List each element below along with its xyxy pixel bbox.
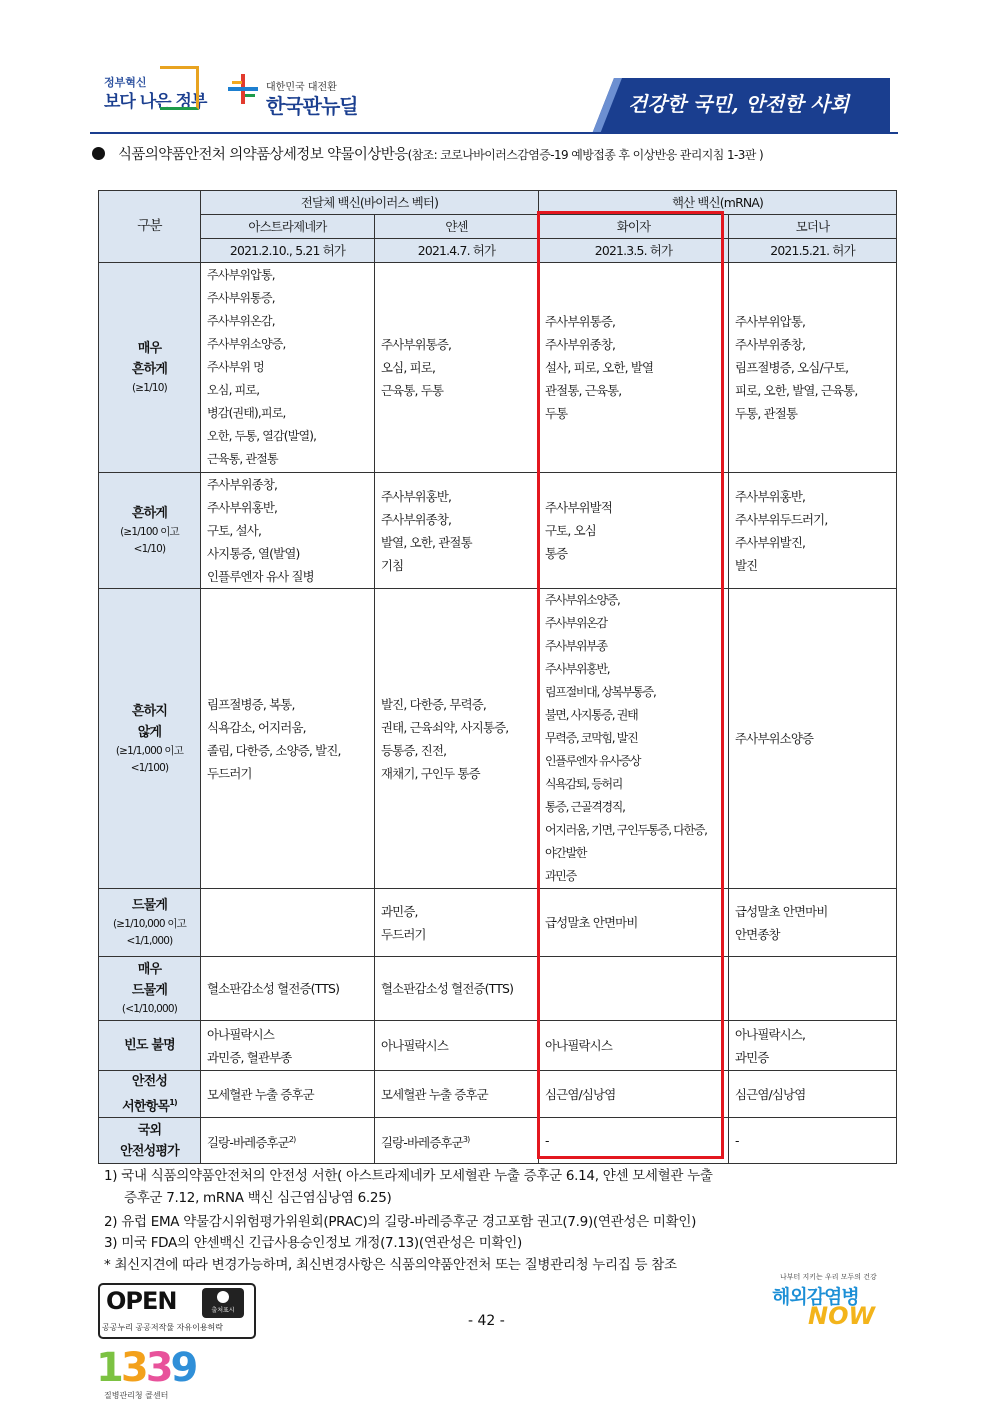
attribution-icon: 출처표시 (202, 1288, 244, 1318)
row-frequency: (≥1/10) (132, 382, 167, 394)
header-vaccine-astrazeneca: 아스트라제네카 (201, 215, 375, 239)
cell-line: 설사, 피로, 오한, 발열 (545, 360, 654, 375)
table-row (99, 957, 897, 1021)
row-label: 안전성평가 (120, 1143, 179, 1159)
header-vaccine-moderna: 모더나 (729, 215, 897, 239)
cell-line: 두통 (545, 406, 568, 421)
cell-janssen (375, 263, 539, 473)
pfizer-highlight-box (537, 211, 724, 1159)
row-header (99, 889, 201, 957)
cell-line: 림프절비대, 상복부통증, (545, 685, 656, 699)
cell-line: 아나필락시스 (545, 1038, 613, 1053)
cell-astrazeneca (201, 1021, 375, 1071)
header-vector-group: 전달체 백신(바이러스 벡터) (201, 191, 539, 215)
table-row (99, 473, 897, 589)
cell-moderna (729, 263, 897, 473)
cell-line: 아나필락시스 (381, 1038, 449, 1053)
cell-line: 급성말초 안면마비 (545, 915, 638, 930)
cell-moderna (729, 1021, 897, 1071)
cell-astrazeneca (201, 589, 375, 889)
cell-moderna (729, 889, 897, 957)
cell-astrazeneca (201, 1071, 375, 1118)
footnote-ref: 3) (462, 1134, 470, 1144)
cell-line: 과민증 (545, 869, 576, 883)
header-divider (90, 132, 898, 134)
row-label: 국외 (137, 1122, 162, 1138)
cell-janssen (375, 957, 539, 1021)
callcenter-number: 1339 (96, 1345, 196, 1391)
callcenter-label: 질병관리청 콜센터 (104, 1391, 169, 1400)
cell-line: 림프절병증, 복통, (207, 696, 295, 712)
cell-line: 구토, 오심 (545, 523, 596, 538)
row-label: 매우 (137, 962, 162, 977)
row-header (99, 263, 201, 473)
cell-line: 무력증, 코막힘, 발진 (545, 731, 638, 745)
page-number: - 42 - (468, 1313, 505, 1329)
cell-line: 야간발한 (545, 846, 587, 860)
cell-line: 아나필락시스 (207, 1026, 275, 1042)
open-license-label: OPEN (106, 1287, 177, 1315)
cell-line: 길랑-바레증후군 (381, 1134, 463, 1150)
cell-line: 길랑-바레증후군 (207, 1134, 289, 1150)
table-row (99, 889, 897, 957)
cell-line: 주사부위홍반, (381, 488, 452, 504)
cell-line: 구토, 설사, (207, 523, 262, 538)
cell-moderna (729, 473, 897, 589)
row-label: 빈도 불명 (124, 1038, 175, 1053)
row-frequency: <1/100) (130, 761, 169, 774)
cell-line: 등통증, 진전, (381, 742, 447, 758)
cell-line: 주사부위통증, (545, 314, 616, 329)
cell-janssen (375, 473, 539, 589)
cell-line: 식욕감소, 어지러움, (207, 719, 306, 735)
row-label: 안전성 (131, 1074, 168, 1089)
cell-line: 발진, 다한증, 무력증, (381, 696, 487, 712)
cell-line: 과민증 (735, 1049, 769, 1065)
cell-line: 오한, 두통, 열감(발열), (207, 429, 317, 443)
cell-moderna (729, 1071, 897, 1118)
footnote-1-line1: 1) 국내 식품의약품안전처의 안전성 서한( 아스트라제네카 모세혈관 누출 증후군 6.14, 얀센 모세혈관 누출 (104, 1168, 713, 1184)
cell-moderna (729, 589, 897, 889)
newdeal-logo: 한국판뉴딜 (266, 94, 358, 118)
cell-astrazeneca (201, 957, 375, 1021)
footnote-ref: 2) (288, 1134, 296, 1144)
cell-line: 주사부위소양증, (545, 593, 620, 607)
row-header (99, 1118, 201, 1164)
table-row (99, 1021, 897, 1071)
cell-janssen (375, 889, 539, 957)
open-license-sub: 공공누리 공공저작물 자유이용허락 (102, 1323, 224, 1332)
cell-janssen (375, 1021, 539, 1071)
header-approval-astrazeneca: 2021.2.10., 5.21 허가 (201, 239, 375, 263)
cell-line: - (735, 1133, 739, 1149)
cell-line: 졸림, 다한증, 소양증, 발진, (207, 742, 341, 758)
gov-innovation-logo: 보다 나은 정부 (104, 92, 207, 112)
row-label-footnote-ref: 1) (169, 1098, 177, 1107)
cell-line: 아나필락시스, (735, 1026, 806, 1042)
cell-line: 주사부위두드러기, (735, 511, 828, 527)
row-label: 매우 (137, 341, 162, 356)
cell-line: 식욕감퇴, 등허리 (545, 777, 623, 791)
cell-astrazeneca (201, 263, 375, 473)
table-row (99, 263, 897, 473)
cell-line-wrap (381, 1128, 532, 1154)
cell-line: 기침 (381, 557, 404, 573)
cell-line: 두통, 관절통 (735, 406, 798, 421)
cell-line: 과민증, 혈관부종 (207, 1049, 292, 1065)
cell-line: 주사부위홍반, (545, 662, 610, 676)
cell-line: 주사부위발진, (735, 534, 806, 550)
cell-moderna (729, 957, 897, 1021)
row-label: 흔하게 (131, 506, 168, 521)
row-label: 흔하게 (131, 362, 168, 377)
row-frequency: (≥1/100 이고 (120, 526, 179, 538)
cell-line: 모세혈관 누출 증후군 (381, 1086, 488, 1102)
header-approval-moderna: 2021.5.21. 허가 (729, 239, 897, 263)
table-row (99, 1071, 897, 1118)
cell-line: 사지통증, 열(발열) (207, 546, 300, 561)
now-tagline: 나부터 지키는 우리 모두의 건강 (780, 1273, 877, 1281)
row-label: 않게 (137, 724, 162, 740)
cell-line: 주사부위종창, (207, 477, 278, 492)
cell-line: 주사부위소양증, (207, 337, 286, 351)
header-vaccine-pfizer: 화이자 (539, 215, 729, 239)
cell-line: 주사부위종창, (735, 337, 806, 352)
footnote-1-line2: 증후군 7.12, mRNA 백신 심근염심낭염 6.25) (124, 1190, 392, 1206)
cell-astrazeneca (201, 473, 375, 589)
row-label: 드물게 (131, 983, 168, 998)
cell-line: - (545, 1133, 549, 1149)
page-title: 식품의약품안전처 의약품상세정보 약물이상반응(참조: 코로나바이러스감염증-19 예방접종 후 이상반응 관리지침 1-3판 ) (118, 147, 764, 163)
row-label: 드물게 (131, 898, 168, 913)
row-label: 서한항목 (122, 1099, 170, 1115)
cell-line: 피로, 오한, 발열, 근육통, (735, 383, 858, 398)
cell-janssen (375, 589, 539, 889)
cell-line: 병감(권태),피로, (207, 406, 286, 420)
footnote-note: * 최신지견에 따라 변경가능하며, 최신변경사항은 식품의약품안전처 또는 질병관리청 누리집 등 참조 (104, 1257, 677, 1273)
cell-line: 인플루엔자 유사 질병 (207, 569, 314, 584)
row-frequency: (≥1/10,000 이고 (112, 918, 187, 930)
cell-line: 급성말초 안면마비 (735, 903, 828, 919)
row-header (99, 473, 201, 589)
cell-line: 불면, 사지통증, 권태 (545, 708, 638, 722)
cell-line: 림프절병증, 오심/구토, (735, 360, 849, 375)
row-frequency: <1/1,000) (126, 935, 173, 947)
cell-line: 재채기, 구인두 통증 (381, 765, 480, 781)
cell-line: 어지러움, 기면, 구인두통증, 다한증, (545, 823, 707, 837)
cell-janssen (375, 1118, 539, 1164)
cell-line: 관절통, 근육통, (545, 383, 622, 398)
cell-line: 주사부위압통, (207, 268, 275, 282)
cell-astrazeneca (201, 1118, 375, 1164)
cell-line: 오심, 피로, (207, 383, 260, 397)
cell-line: 주사부위통증, (381, 337, 452, 352)
cell-astrazeneca (201, 889, 375, 957)
row-header (99, 589, 201, 889)
table-row (99, 589, 897, 889)
footnote-2: 2) 유럽 EMA 약물감시위험평가위원회(PRAC)의 길랑-바레증후군 경고포함 권고(7.9)(연관성은 미확인) (104, 1214, 697, 1230)
cell-line: 심근염/심낭염 (545, 1086, 616, 1102)
cell-moderna (729, 1118, 897, 1164)
cell-line: 주사부위홍반, (735, 488, 806, 504)
cell-line: 주사부위통증, (207, 291, 275, 305)
cell-line: 발진 (735, 557, 758, 573)
cell-line: 주사부위온감 (545, 616, 607, 630)
header-vaccine-janssen: 얀센 (375, 215, 539, 239)
cell-line: 주사부위 멍 (207, 360, 264, 374)
newdeal-star-icon (226, 72, 260, 106)
header-approval-janssen: 2021.4.7. 허가 (375, 239, 539, 263)
row-header (99, 1021, 201, 1071)
header-mrna-group: 핵산 백신(mRNA) (539, 191, 897, 215)
cell-line: 통증, 근골격경직, (545, 800, 625, 814)
row-frequency: (≥1/1,000 이고 (115, 744, 184, 757)
cell-line: 주사부위소양증 (735, 731, 814, 746)
cell-line: 모세혈관 누출 증후군 (207, 1086, 314, 1102)
cell-line: 근육통, 관절통 (207, 452, 278, 466)
cell-line-wrap (207, 1128, 368, 1154)
row-header (99, 957, 201, 1021)
newdeal-tagline: 대한민국 대전환 (266, 82, 337, 93)
table-row (99, 1118, 897, 1164)
cell-line: 통증 (545, 546, 568, 561)
overseas-infection-logo: 해외감염병 (772, 1286, 859, 1308)
row-frequency: <1/10) (133, 543, 166, 555)
cell-line: 근육통, 두통 (381, 383, 444, 398)
cell-line: 과민증, (381, 903, 418, 919)
cell-line: 심근염/심낭염 (735, 1086, 806, 1102)
now-logo-word: NOW (808, 1302, 875, 1330)
cell-line: 주사부위홍반, (207, 500, 278, 515)
row-label: 흔하지 (131, 703, 168, 719)
cell-line: 권태, 근육쇠약, 사지통증, (381, 719, 509, 735)
cell-line: 안면종창 (735, 926, 780, 942)
cell-line: 발열, 오한, 관절통 (381, 534, 472, 550)
cell-line: 주사부위부종 (545, 639, 607, 653)
cell-line: 주사부위종창, (545, 337, 616, 352)
gov-logo-bracket-icon (160, 66, 199, 110)
cell-line: 혈소판감소성 혈전증(TTS) (207, 981, 340, 996)
cell-janssen (375, 1071, 539, 1118)
cell-line: 두드러기 (207, 765, 252, 781)
footnote-3: 3) 미국 FDA의 얀센백신 긴급사용승인정보 개정(7.13)(연관성은 미확인) (104, 1235, 522, 1251)
cell-line: 주사부위종창, (381, 511, 452, 527)
cell-line: 주사부위온감, (207, 314, 275, 328)
row-header (99, 1071, 201, 1118)
header-category: 구분 (99, 191, 201, 263)
cell-line: 오심, 피로, (381, 360, 436, 375)
cell-line: 주사부위압통, (735, 314, 806, 329)
cell-line: 두드러기 (381, 926, 426, 942)
cell-line: 혈소판감소성 혈전증(TTS) (381, 981, 514, 996)
adverse-reaction-table (98, 190, 897, 1164)
row-frequency: (<1/10,000) (121, 1003, 178, 1015)
bullet-icon (92, 147, 105, 160)
gov-innovation-logo-small: 정부혁신 (104, 76, 147, 89)
cell-line: 인플루엔자 유사증상 (545, 754, 641, 768)
header-approval-pfizer: 2021.3.5. 허가 (539, 239, 729, 263)
slogan-text: 건강한 국민, 안전한 사회 (628, 92, 850, 116)
cell-line: 주사부위발적 (545, 500, 613, 515)
